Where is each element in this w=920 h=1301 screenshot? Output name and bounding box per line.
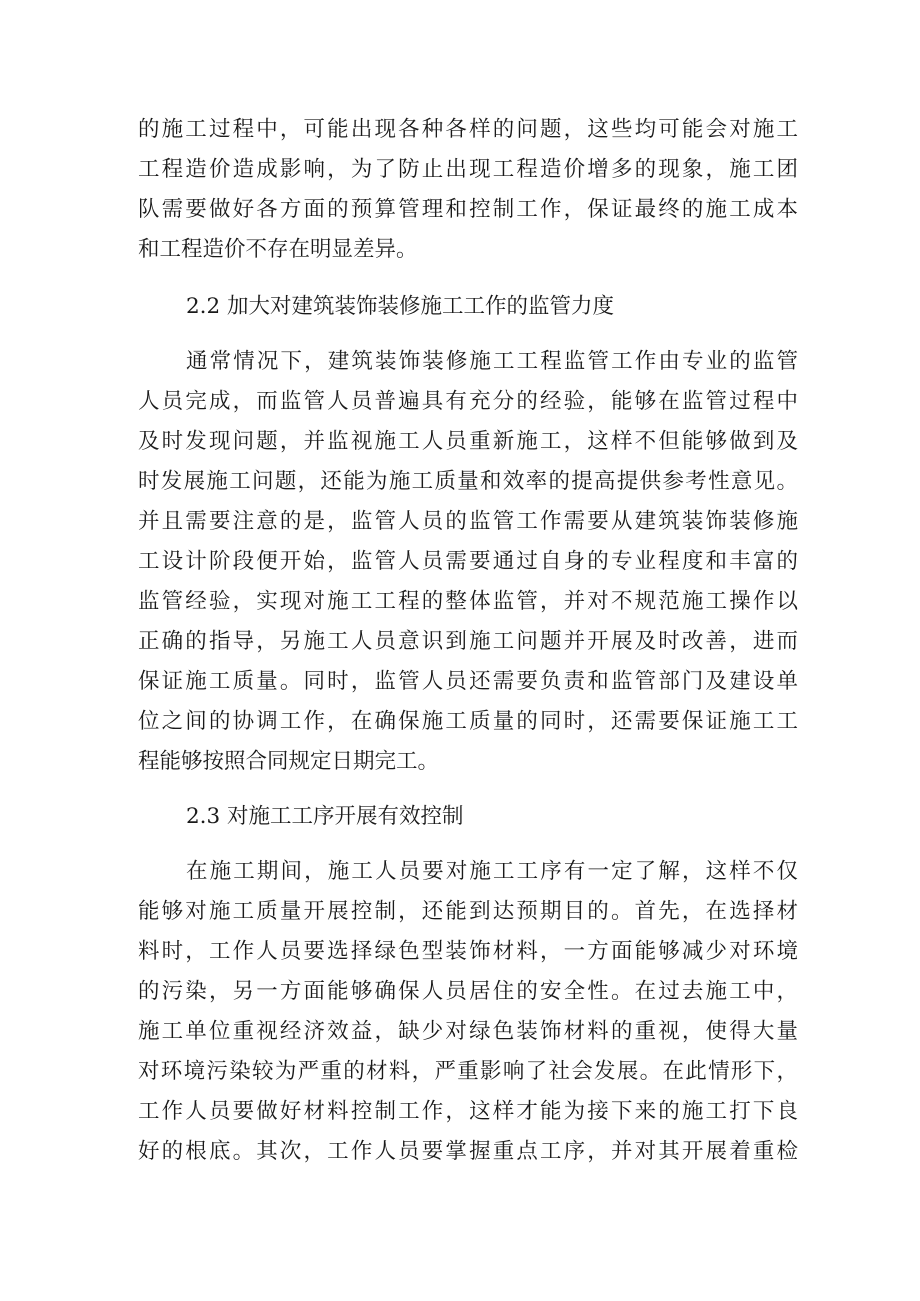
paragraph-line: 在施工期间，施工人员要对施工工序有一定了解，这样不仅	[186, 859, 798, 884]
section-heading-2-3: 2.3 对施工工序开展有效控制	[186, 804, 464, 829]
paragraph-line: 程能够按照合同规定日期完工。	[138, 749, 440, 774]
paragraph-line: 的施工过程中，可能出现各种各样的问题，这些均可能会对施工	[138, 117, 798, 142]
paragraph-line: 保证施工质量。同时，监管人员还需要负责和监管部门及建设单	[138, 669, 798, 694]
paragraph-line: 工设计阶段便开始，监管人员需要通过自身的专业程度和丰富的	[138, 549, 798, 574]
paragraph-line: 能够对施工质量开展控制，还能到达预期目的。首先，在选择材	[138, 899, 798, 924]
paragraph-line: 的污染，另一方面能够确保人员居住的安全性。在过去施工中，	[138, 979, 798, 1004]
paragraph-line: 队需要做好各方面的预算管理和控制工作，保证最终的施工成本	[138, 197, 798, 222]
paragraph-line: 及时发现问题，并监视施工人员重新施工，这样不但能够做到及	[138, 429, 798, 454]
paragraph-line: 监管经验，实现对施工工程的整体监管，并对不规范施工操作以	[138, 589, 798, 614]
paragraph-line: 通常情况下，建筑装饰装修施工工程监管工作由专业的监管	[186, 349, 798, 374]
paragraph-line: 时发展施工问题，还能为施工质量和效率的提高提供参考性意见。	[138, 469, 798, 494]
paragraph-line: 料时，工作人员要选择绿色型装饰材料，一方面能够减少对环境	[138, 939, 798, 964]
paragraph-line: 人员完成，而监管人员普遍具有充分的经验，能够在监管过程中	[138, 389, 798, 414]
paragraph-line: 施工单位重视经济效益，缺少对绿色装饰材料的重视，使得大量	[138, 1019, 798, 1044]
paragraph-line: 好的根底。其次，工作人员要掌握重点工序，并对其开展着重检	[138, 1139, 798, 1164]
paragraph-line: 对环境污染较为严重的材料，严重影响了社会发展。在此情形下，	[138, 1059, 798, 1084]
paragraph-line: 并且需要注意的是，监管人员的监管工作需要从建筑装饰装修施	[138, 509, 798, 534]
paragraph-line: 位之间的协调工作，在确保施工质量的同时，还需要保证施工工	[138, 709, 798, 734]
paragraph-line: 工作人员要做好材料控制工作，这样才能为接下来的施工打下良	[138, 1099, 798, 1124]
paragraph-line: 和工程造价不存在明显差异。	[138, 237, 418, 262]
section-heading-2-2: 2.2 加大对建筑装饰装修施工工作的监管力度	[186, 294, 615, 319]
paragraph-line: 工程造价造成影响，为了防止出现工程造价增多的现象，施工团	[138, 157, 798, 182]
paragraph-line: 正确的指导，另施工人员意识到施工问题并开展及时改善，进而	[138, 629, 798, 654]
